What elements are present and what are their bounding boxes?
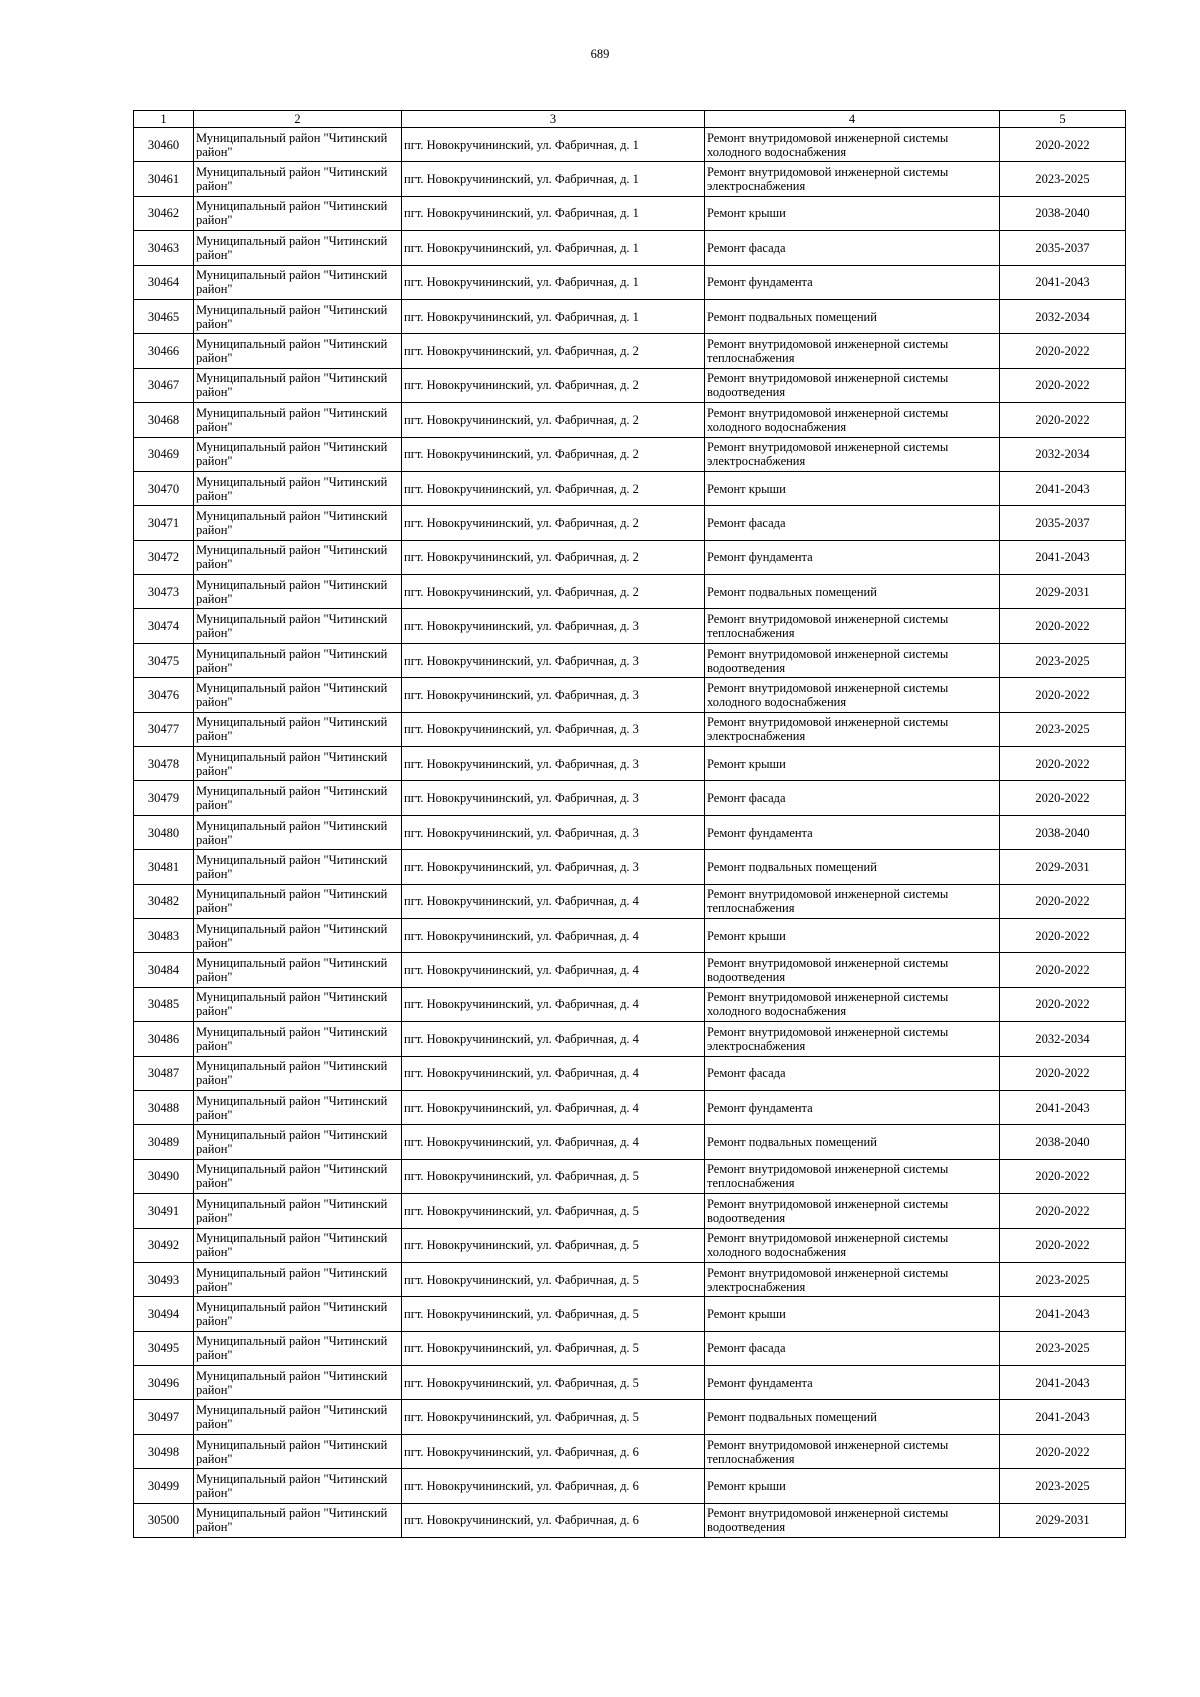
address-cell: пгт. Новокручининский, ул. Фабричная, д. 4	[402, 1125, 705, 1159]
address-cell: пгт. Новокручининский, ул. Фабричная, д. 6	[402, 1469, 705, 1503]
address-cell: пгт. Новокручининский, ул. Фабричная, д. 1	[402, 231, 705, 265]
page-number: 689	[590, 47, 610, 61]
header-col-municipality: 2	[194, 111, 402, 128]
table-row	[134, 678, 1126, 712]
address-cell: пгт. Новокручининский, ул. Фабричная, д. 2	[402, 437, 705, 471]
period-cell: 2020-2022	[1000, 1228, 1126, 1262]
period-cell: 2020-2022	[1000, 884, 1126, 918]
table-row	[134, 1434, 1126, 1468]
address-cell: пгт. Новокручининский, ул. Фабричная, д. 2	[402, 471, 705, 505]
row-number: 30461	[134, 162, 194, 196]
address-cell: пгт. Новокручининский, ул. Фабричная, д. 3	[402, 781, 705, 815]
table-row	[134, 1228, 1126, 1262]
row-number: 30494	[134, 1297, 194, 1331]
row-number: 30473	[134, 575, 194, 609]
row-number: 30464	[134, 265, 194, 299]
municipality-cell: Муниципальный район "Читинский район"	[194, 299, 402, 333]
period-cell: 2029-2031	[1000, 850, 1126, 884]
work-type-cell: Ремонт внутридомовой инженерной системы электроснабжения	[705, 1262, 1000, 1296]
period-cell: 2041-2043	[1000, 1297, 1126, 1331]
work-type-cell: Ремонт внутридомовой инженерной системы теплоснабжения	[705, 1159, 1000, 1193]
header-col-number: 1	[134, 111, 194, 128]
address-cell: пгт. Новокручининский, ул. Фабричная, д. 2	[402, 368, 705, 402]
row-number: 30493	[134, 1262, 194, 1296]
period-cell: 2032-2034	[1000, 1022, 1126, 1056]
address-cell: пгт. Новокручининский, ул. Фабричная, д. 5	[402, 1159, 705, 1193]
period-cell: 2023-2025	[1000, 1262, 1126, 1296]
table-row	[134, 643, 1126, 677]
period-cell: 2020-2022	[1000, 953, 1126, 987]
address-cell: пгт. Новокручининский, ул. Фабричная, д. 4	[402, 1022, 705, 1056]
period-cell: 2035-2037	[1000, 506, 1126, 540]
address-cell: пгт. Новокручининский, ул. Фабричная, д. 1	[402, 196, 705, 230]
municipality-cell: Муниципальный район "Читинский район"	[194, 747, 402, 781]
table-row	[134, 334, 1126, 368]
table-row	[134, 265, 1126, 299]
row-number: 30483	[134, 918, 194, 952]
municipality-cell: Муниципальный район "Читинский район"	[194, 1469, 402, 1503]
table-row	[134, 1262, 1126, 1296]
table-row	[134, 162, 1126, 196]
table-row	[134, 1159, 1126, 1193]
municipality-cell: Муниципальный район "Читинский район"	[194, 1159, 402, 1193]
row-number: 30476	[134, 678, 194, 712]
address-cell: пгт. Новокручининский, ул. Фабричная, д. 2	[402, 540, 705, 574]
period-cell: 2020-2022	[1000, 403, 1126, 437]
work-type-cell: Ремонт подвальных помещений	[705, 1125, 1000, 1159]
municipality-cell: Муниципальный район "Читинский район"	[194, 1503, 402, 1537]
table-row	[134, 609, 1126, 643]
municipality-cell: Муниципальный район "Читинский район"	[194, 368, 402, 402]
table-row	[134, 1297, 1126, 1331]
period-cell: 2041-2043	[1000, 471, 1126, 505]
address-cell: пгт. Новокручининский, ул. Фабричная, д. 4	[402, 918, 705, 952]
work-type-cell: Ремонт внутридомовой инженерной системы водоотведения	[705, 1503, 1000, 1537]
address-cell: пгт. Новокручининский, ул. Фабричная, д. 3	[402, 643, 705, 677]
row-number: 30475	[134, 643, 194, 677]
table-row	[134, 128, 1126, 162]
row-number: 30478	[134, 747, 194, 781]
work-type-cell: Ремонт крыши	[705, 471, 1000, 505]
address-cell: пгт. Новокручининский, ул. Фабричная, д. 3	[402, 678, 705, 712]
work-type-cell: Ремонт фундамента	[705, 1366, 1000, 1400]
municipality-cell: Муниципальный район "Читинский район"	[194, 850, 402, 884]
table-row	[134, 850, 1126, 884]
row-number: 30468	[134, 403, 194, 437]
table-row	[134, 987, 1126, 1021]
work-type-cell: Ремонт внутридомовой инженерной системы холодного водоснабжения	[705, 403, 1000, 437]
period-cell: 2020-2022	[1000, 747, 1126, 781]
period-cell: 2041-2043	[1000, 1400, 1126, 1434]
work-type-cell: Ремонт внутридомовой инженерной системы теплоснабжения	[705, 884, 1000, 918]
period-cell: 2020-2022	[1000, 678, 1126, 712]
address-cell: пгт. Новокручининский, ул. Фабричная, д. 1	[402, 128, 705, 162]
table-row	[134, 1469, 1126, 1503]
period-cell: 2041-2043	[1000, 540, 1126, 574]
municipality-cell: Муниципальный район "Читинский район"	[194, 437, 402, 471]
table-row	[134, 231, 1126, 265]
repair-schedule-table	[133, 110, 1126, 1538]
period-cell: 2029-2031	[1000, 1503, 1126, 1537]
period-cell: 2041-2043	[1000, 1090, 1126, 1124]
address-cell: пгт. Новокручининский, ул. Фабричная, д. 5	[402, 1194, 705, 1228]
period-cell: 2023-2025	[1000, 1469, 1126, 1503]
address-cell: пгт. Новокручининский, ул. Фабричная, д. 5	[402, 1366, 705, 1400]
table-row	[134, 815, 1126, 849]
period-cell: 2038-2040	[1000, 1125, 1126, 1159]
municipality-cell: Муниципальный район "Читинский район"	[194, 987, 402, 1021]
address-cell: пгт. Новокручининский, ул. Фабричная, д. 3	[402, 850, 705, 884]
work-type-cell: Ремонт внутридомовой инженерной системы холодного водоснабжения	[705, 678, 1000, 712]
work-type-cell: Ремонт фасада	[705, 1056, 1000, 1090]
table-row	[134, 575, 1126, 609]
table-row	[134, 747, 1126, 781]
table-row	[134, 1056, 1126, 1090]
row-number: 30490	[134, 1159, 194, 1193]
row-number: 30460	[134, 128, 194, 162]
row-number: 30491	[134, 1194, 194, 1228]
municipality-cell: Муниципальный район "Читинский район"	[194, 678, 402, 712]
municipality-cell: Муниципальный район "Читинский район"	[194, 781, 402, 815]
work-type-cell: Ремонт подвальных помещений	[705, 575, 1000, 609]
work-type-cell: Ремонт фундамента	[705, 1090, 1000, 1124]
row-number: 30496	[134, 1366, 194, 1400]
row-number: 30462	[134, 196, 194, 230]
header-col-period: 5	[1000, 111, 1126, 128]
address-cell: пгт. Новокручининский, ул. Фабричная, д. 6	[402, 1434, 705, 1468]
table-row	[134, 1194, 1126, 1228]
work-type-cell: Ремонт фасада	[705, 1331, 1000, 1365]
address-cell: пгт. Новокручининский, ул. Фабричная, д. 5	[402, 1262, 705, 1296]
period-cell: 2020-2022	[1000, 334, 1126, 368]
address-cell: пгт. Новокручининский, ул. Фабричная, д. 2	[402, 506, 705, 540]
row-number: 30488	[134, 1090, 194, 1124]
municipality-cell: Муниципальный район "Читинский район"	[194, 712, 402, 746]
table-body	[134, 128, 1126, 1538]
municipality-cell: Муниципальный район "Читинский район"	[194, 575, 402, 609]
work-type-cell: Ремонт внутридомовой инженерной системы водоотведения	[705, 953, 1000, 987]
municipality-cell: Муниципальный район "Читинский район"	[194, 918, 402, 952]
table-row	[134, 918, 1126, 952]
municipality-cell: Муниципальный район "Читинский район"	[194, 1434, 402, 1468]
period-cell: 2041-2043	[1000, 265, 1126, 299]
municipality-cell: Муниципальный район "Читинский район"	[194, 815, 402, 849]
work-type-cell: Ремонт фасада	[705, 231, 1000, 265]
header-col-address: 3	[402, 111, 705, 128]
work-type-cell: Ремонт фасада	[705, 506, 1000, 540]
row-number: 30487	[134, 1056, 194, 1090]
address-cell: пгт. Новокручининский, ул. Фабричная, д. 5	[402, 1400, 705, 1434]
municipality-cell: Муниципальный район "Читинский район"	[194, 953, 402, 987]
row-number: 30470	[134, 471, 194, 505]
table-row	[134, 1022, 1126, 1056]
row-number: 30467	[134, 368, 194, 402]
work-type-cell: Ремонт крыши	[705, 747, 1000, 781]
row-number: 30472	[134, 540, 194, 574]
period-cell: 2023-2025	[1000, 162, 1126, 196]
work-type-cell: Ремонт внутридомовой инженерной системы водоотведения	[705, 368, 1000, 402]
municipality-cell: Муниципальный район "Читинский район"	[194, 403, 402, 437]
table-row	[134, 506, 1126, 540]
municipality-cell: Муниципальный район "Читинский район"	[194, 231, 402, 265]
address-cell: пгт. Новокручининский, ул. Фабричная, д. 4	[402, 1056, 705, 1090]
work-type-cell: Ремонт внутридомовой инженерной системы теплоснабжения	[705, 609, 1000, 643]
table-row	[134, 1366, 1126, 1400]
municipality-cell: Муниципальный район "Читинский район"	[194, 1022, 402, 1056]
municipality-cell: Муниципальный район "Читинский район"	[194, 334, 402, 368]
table-row	[134, 884, 1126, 918]
period-cell: 2020-2022	[1000, 987, 1126, 1021]
row-number: 30492	[134, 1228, 194, 1262]
work-type-cell: Ремонт внутридомовой инженерной системы водоотведения	[705, 643, 1000, 677]
work-type-cell: Ремонт подвальных помещений	[705, 299, 1000, 333]
period-cell: 2020-2022	[1000, 781, 1126, 815]
municipality-cell: Муниципальный район "Читинский район"	[194, 1228, 402, 1262]
row-number: 30466	[134, 334, 194, 368]
address-cell: пгт. Новокручининский, ул. Фабричная, д. 3	[402, 609, 705, 643]
work-type-cell: Ремонт внутридомовой инженерной системы электроснабжения	[705, 712, 1000, 746]
table-row	[134, 403, 1126, 437]
work-type-cell: Ремонт внутридомовой инженерной системы холодного водоснабжения	[705, 128, 1000, 162]
municipality-cell: Муниципальный район "Читинский район"	[194, 1090, 402, 1124]
municipality-cell: Муниципальный район "Читинский район"	[194, 609, 402, 643]
work-type-cell: Ремонт подвальных помещений	[705, 850, 1000, 884]
work-type-cell: Ремонт фундамента	[705, 815, 1000, 849]
work-type-cell: Ремонт крыши	[705, 918, 1000, 952]
address-cell: пгт. Новокручининский, ул. Фабричная, д. 5	[402, 1297, 705, 1331]
period-cell: 2023-2025	[1000, 643, 1126, 677]
row-number: 30485	[134, 987, 194, 1021]
work-type-cell: Ремонт внутридомовой инженерной системы электроснабжения	[705, 1022, 1000, 1056]
municipality-cell: Муниципальный район "Читинский район"	[194, 1400, 402, 1434]
work-type-cell: Ремонт внутридомовой инженерной системы теплоснабжения	[705, 1434, 1000, 1468]
municipality-cell: Муниципальный район "Читинский район"	[194, 196, 402, 230]
row-number: 30480	[134, 815, 194, 849]
period-cell: 2020-2022	[1000, 1056, 1126, 1090]
row-number: 30477	[134, 712, 194, 746]
table-row	[134, 953, 1126, 987]
work-type-cell: Ремонт внутридомовой инженерной системы электроснабжения	[705, 437, 1000, 471]
work-type-cell: Ремонт подвальных помещений	[705, 1400, 1000, 1434]
table-row	[134, 299, 1126, 333]
address-cell: пгт. Новокручининский, ул. Фабричная, д. 1	[402, 162, 705, 196]
table-row	[134, 471, 1126, 505]
address-cell: пгт. Новокручининский, ул. Фабричная, д. 3	[402, 815, 705, 849]
work-type-cell: Ремонт внутридомовой инженерной системы холодного водоснабжения	[705, 1228, 1000, 1262]
row-number: 30500	[134, 1503, 194, 1537]
table-row	[134, 1331, 1126, 1365]
header-row	[134, 111, 1126, 128]
municipality-cell: Муниципальный район "Читинский район"	[194, 1125, 402, 1159]
row-number: 30484	[134, 953, 194, 987]
municipality-cell: Муниципальный район "Читинский район"	[194, 162, 402, 196]
row-number: 30499	[134, 1469, 194, 1503]
period-cell: 2020-2022	[1000, 1159, 1126, 1193]
header-col-work-type: 4	[705, 111, 1000, 128]
table-row	[134, 712, 1126, 746]
address-cell: пгт. Новокручининский, ул. Фабричная, д. 6	[402, 1503, 705, 1537]
work-type-cell: Ремонт внутридомовой инженерной системы электроснабжения	[705, 162, 1000, 196]
work-type-cell: Ремонт фундамента	[705, 265, 1000, 299]
municipality-cell: Муниципальный район "Читинский район"	[194, 1194, 402, 1228]
municipality-cell: Муниципальный район "Читинский район"	[194, 471, 402, 505]
table-row	[134, 1125, 1126, 1159]
work-type-cell: Ремонт фундамента	[705, 540, 1000, 574]
municipality-cell: Муниципальный район "Читинский район"	[194, 1297, 402, 1331]
work-type-cell: Ремонт крыши	[705, 196, 1000, 230]
address-cell: пгт. Новокручининский, ул. Фабричная, д. 1	[402, 265, 705, 299]
period-cell: 2020-2022	[1000, 918, 1126, 952]
row-number: 30463	[134, 231, 194, 265]
row-number: 30469	[134, 437, 194, 471]
address-cell: пгт. Новокручининский, ул. Фабричная, д. 4	[402, 953, 705, 987]
period-cell: 2023-2025	[1000, 1331, 1126, 1365]
row-number: 30474	[134, 609, 194, 643]
period-cell: 2041-2043	[1000, 1366, 1126, 1400]
table-row	[134, 437, 1126, 471]
municipality-cell: Муниципальный район "Читинский район"	[194, 1331, 402, 1365]
address-cell: пгт. Новокручининский, ул. Фабричная, д. 3	[402, 747, 705, 781]
table-row	[134, 540, 1126, 574]
municipality-cell: Муниципальный район "Читинский район"	[194, 540, 402, 574]
period-cell: 2038-2040	[1000, 815, 1126, 849]
address-cell: пгт. Новокручининский, ул. Фабричная, д. 2	[402, 334, 705, 368]
address-cell: пгт. Новокручининский, ул. Фабричная, д. 4	[402, 884, 705, 918]
row-number: 30479	[134, 781, 194, 815]
address-cell: пгт. Новокручининский, ул. Фабричная, д. 3	[402, 712, 705, 746]
municipality-cell: Муниципальный район "Читинский район"	[194, 884, 402, 918]
row-number: 30497	[134, 1400, 194, 1434]
address-cell: пгт. Новокручининский, ул. Фабричная, д. 4	[402, 1090, 705, 1124]
work-type-cell: Ремонт крыши	[705, 1469, 1000, 1503]
table-row	[134, 196, 1126, 230]
period-cell: 2023-2025	[1000, 712, 1126, 746]
work-type-cell: Ремонт фасада	[705, 781, 1000, 815]
period-cell: 2032-2034	[1000, 299, 1126, 333]
row-number: 30465	[134, 299, 194, 333]
period-cell: 2020-2022	[1000, 609, 1126, 643]
table-row	[134, 1400, 1126, 1434]
period-cell: 2020-2022	[1000, 1434, 1126, 1468]
row-number: 30482	[134, 884, 194, 918]
table-row	[134, 368, 1126, 402]
work-type-cell: Ремонт внутридомовой инженерной системы теплоснабжения	[705, 334, 1000, 368]
municipality-cell: Муниципальный район "Читинский район"	[194, 1056, 402, 1090]
work-type-cell: Ремонт крыши	[705, 1297, 1000, 1331]
table-row	[134, 781, 1126, 815]
address-cell: пгт. Новокручининский, ул. Фабричная, д. 5	[402, 1228, 705, 1262]
row-number: 30495	[134, 1331, 194, 1365]
address-cell: пгт. Новокручининский, ул. Фабричная, д. 2	[402, 403, 705, 437]
period-cell: 2020-2022	[1000, 368, 1126, 402]
address-cell: пгт. Новокручининский, ул. Фабричная, д. 1	[402, 299, 705, 333]
municipality-cell: Муниципальный район "Читинский район"	[194, 265, 402, 299]
period-cell: 2029-2031	[1000, 575, 1126, 609]
table-row	[134, 1503, 1126, 1537]
municipality-cell: Муниципальный район "Читинский район"	[194, 643, 402, 677]
table-row	[134, 1090, 1126, 1124]
row-number: 30489	[134, 1125, 194, 1159]
address-cell: пгт. Новокручининский, ул. Фабричная, д. 5	[402, 1331, 705, 1365]
period-cell: 2038-2040	[1000, 196, 1126, 230]
table-header	[134, 111, 1126, 128]
municipality-cell: Муниципальный район "Читинский район"	[194, 1366, 402, 1400]
period-cell: 2020-2022	[1000, 128, 1126, 162]
address-cell: пгт. Новокручининский, ул. Фабричная, д. 2	[402, 575, 705, 609]
address-cell: пгт. Новокручининский, ул. Фабричная, д. 4	[402, 987, 705, 1021]
municipality-cell: Муниципальный район "Читинский район"	[194, 1262, 402, 1296]
work-type-cell: Ремонт внутридомовой инженерной системы холодного водоснабжения	[705, 987, 1000, 1021]
municipality-cell: Муниципальный район "Читинский район"	[194, 506, 402, 540]
municipality-cell: Муниципальный район "Читинский район"	[194, 128, 402, 162]
period-cell: 2032-2034	[1000, 437, 1126, 471]
period-cell: 2020-2022	[1000, 1194, 1126, 1228]
row-number: 30486	[134, 1022, 194, 1056]
row-number: 30481	[134, 850, 194, 884]
work-type-cell: Ремонт внутридомовой инженерной системы водоотведения	[705, 1194, 1000, 1228]
period-cell: 2035-2037	[1000, 231, 1126, 265]
row-number: 30471	[134, 506, 194, 540]
row-number: 30498	[134, 1434, 194, 1468]
